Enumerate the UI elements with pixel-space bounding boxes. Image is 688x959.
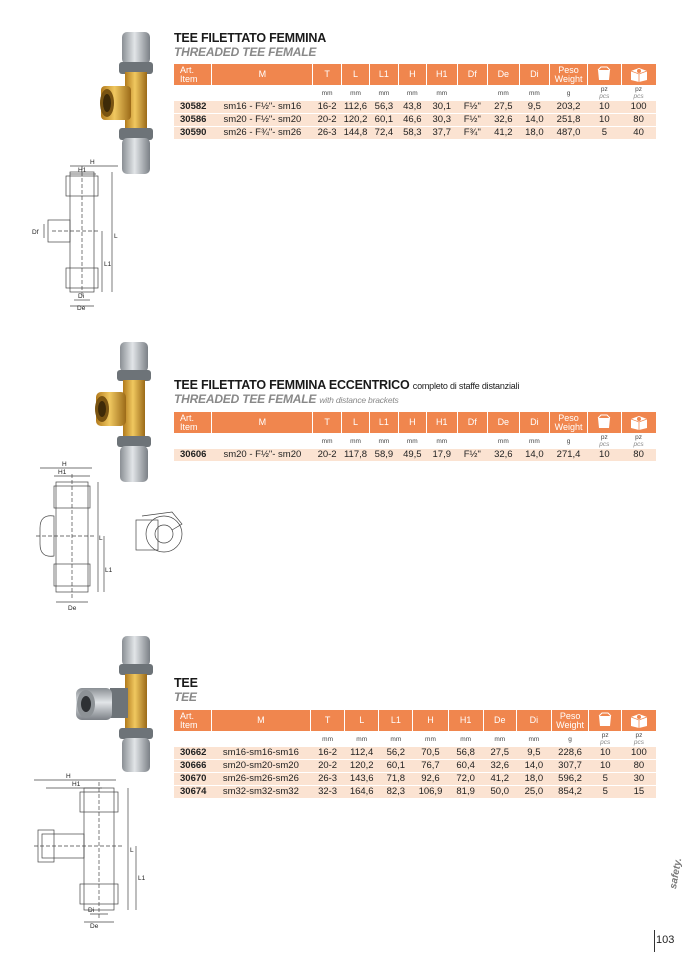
drawing-label-de: De xyxy=(68,605,77,610)
drawing-label-l1: L1 xyxy=(104,261,112,268)
units-row: mm mm mm mm mm mm mm g pz pcs pz pcs xyxy=(321,434,644,448)
col-box xyxy=(589,710,622,731)
drawing-label-h: H xyxy=(90,159,95,166)
drawing-label-di: Di xyxy=(88,907,95,914)
col-l: L xyxy=(341,64,369,85)
col-l1: L1 xyxy=(370,64,398,85)
col-carton xyxy=(622,710,656,731)
brand-logo-text: safety. xyxy=(668,857,685,890)
col-weight: Peso Weight xyxy=(550,64,588,85)
drawing-label-l1: L1 xyxy=(105,567,113,574)
title-english: TEE xyxy=(174,690,197,704)
box-icon xyxy=(596,712,614,728)
drawing-label-df: Df xyxy=(32,229,39,236)
page-number-divider xyxy=(654,930,655,952)
col-m: M xyxy=(212,64,313,85)
title-italian: TEE xyxy=(174,676,198,690)
drawing-label-de: De xyxy=(77,305,86,312)
col-df: Df xyxy=(457,64,488,85)
table-row: 30586 sm20 - F½"- sm20 20-2 120,2 60,1 46,6 30,3 F½" 32,6 14,0 251,8 10 80 xyxy=(174,114,656,127)
title-italian: TEE FILETTATO FEMMINA ECCENTRICO completo di staffe distanziali xyxy=(174,378,520,392)
title-italian: TEE FILETTATO FEMMINA xyxy=(174,31,327,45)
title-english: THREADED TEE FEMALE xyxy=(174,45,317,59)
drawing-label-h1: H1 xyxy=(78,167,87,174)
spec-table xyxy=(174,710,656,799)
table-row: 30590 sm26 - F¾"- sm26 26-3 144,8 72,4 58,3 37,7 F¾" 41,2 18,0 487,0 5 40 xyxy=(174,127,656,140)
drawing-label-l: L xyxy=(99,535,103,542)
col-h: H xyxy=(398,64,426,85)
header-row: Art. Item M T L L1 H H1 De Di Peso Weight xyxy=(174,710,656,731)
col-di: Di xyxy=(519,64,550,85)
page-number: 103 xyxy=(656,934,675,946)
drawing-label-l: L xyxy=(114,233,118,240)
table-row: 30582 sm16 - F½"- sm16 16-2 112,6 56,3 43,8 30,1 F½" 27,5 9,5 203,2 10 100 xyxy=(174,101,656,114)
drawing-label-l1: L1 xyxy=(138,875,146,882)
col-de: De xyxy=(488,64,520,85)
table-row: 30674 sm32-sm32-sm32 32-3 164,6 82,3 106,9 81,9 50,0 25,0 854,2 5 15 xyxy=(174,786,656,799)
drawing-label-di: Di xyxy=(78,293,85,300)
header-row: Art. Item M T L L1 H H1 Df De Di Peso Weight xyxy=(174,412,656,433)
drawing-label-de: De xyxy=(90,923,99,930)
drawing-label-h: H xyxy=(66,773,71,780)
table-row: 30670 sm26-sm26-sm26 26-3 143,6 71,8 92,6 72,0 41,2 18,0 596,2 5 30 xyxy=(174,773,656,786)
col-h1: H1 xyxy=(427,64,458,85)
col-t: T xyxy=(313,64,341,85)
carton-icon xyxy=(629,712,649,728)
product-image-tee xyxy=(72,634,172,774)
drawing-label-h1: H1 xyxy=(58,469,67,476)
title-english: THREADED TEE FEMALE with distance brackets xyxy=(174,392,399,406)
drawing-label-h: H xyxy=(62,461,67,468)
units-row: mm mm mm mm mm mm mm g pz pcs pz pcs xyxy=(322,732,644,746)
col-art: Art. Item xyxy=(174,64,212,85)
table-row: 30662 sm16-sm16-sm16 16-2 112,4 56,2 70,5 56,8 27,5 9,5 228,6 10 100 xyxy=(174,747,656,760)
units-row: mm mm mm mm mm mm mm g pz pcs pz pcs xyxy=(321,86,644,100)
drawing-label-l: L xyxy=(130,847,134,854)
table-row: 30666 sm20-sm20-sm20 20-2 120,2 60,1 76,7 60,4 32,6 14,0 307,7 10 80 xyxy=(174,760,656,773)
section-heading xyxy=(174,676,198,704)
table-row: 30606 sm20 - F½"- sm20 20-2 117,8 58,9 49,5 17,9 F½" 32,6 14,0 271,4 10 80 xyxy=(174,449,656,462)
technical-drawing-tee xyxy=(28,772,158,932)
drawing-label-h1: H1 xyxy=(72,781,81,788)
